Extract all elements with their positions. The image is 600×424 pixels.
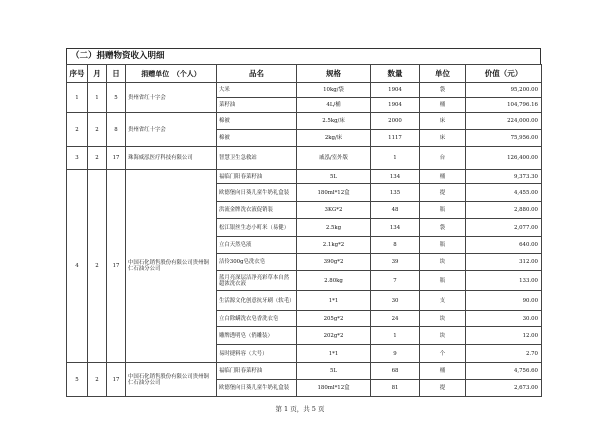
row-donor: 贵州省红十字会 [126, 83, 217, 113]
item-unit: 块 [420, 327, 466, 345]
row-number: 3 [67, 147, 88, 170]
row-number: 5 [67, 363, 88, 397]
row-number: 2 [67, 113, 88, 147]
item-spec: 10kg/袋 [297, 83, 371, 98]
row-month: 1 [88, 83, 107, 113]
col-header: 单位 [420, 65, 466, 83]
item-unit: 块 [420, 254, 466, 271]
page-footer: 第 1 页，共 5 页 [275, 405, 325, 413]
table-row [67, 113, 542, 130]
item-qty: 24 [371, 311, 420, 327]
item-unit: 瓶 [420, 237, 466, 254]
item-qty: 39 [371, 254, 420, 271]
item-value: 12.00 [466, 327, 542, 345]
item-qty: 68 [371, 363, 420, 380]
table-row [67, 83, 542, 98]
item-qty: 1117 [371, 130, 420, 147]
row-donor: 珠海威泓医疗科技有限公司 [126, 147, 217, 170]
col-header: 价值（元） [466, 65, 542, 83]
item-qty: 134 [371, 219, 420, 237]
item-qty: 81 [371, 380, 420, 397]
item-qty: 48 [371, 202, 420, 219]
item-spec: 205g*2 [297, 311, 371, 327]
row-donor: 中国石化销售股份有限公司贵州铜仁石油分公司 [126, 363, 217, 397]
row-month: 2 [88, 363, 107, 397]
item-qty: 2000 [371, 113, 420, 130]
item-value: 2.70 [466, 345, 542, 363]
item-spec: 3KG*2 [297, 202, 371, 219]
item-spec: 1*1 [297, 345, 371, 363]
row-number: 1 [67, 83, 88, 113]
item-qty: 1 [371, 327, 420, 345]
item-spec: 180ml*12盒 [297, 380, 371, 397]
item-name: 福临门阳春菜籽油 [217, 363, 297, 380]
col-header: 数量 [371, 65, 420, 83]
item-name: 松江银丝生态小町米（易健） [217, 219, 297, 237]
donation-sheet [66, 48, 541, 397]
item-qty: 1 [371, 147, 420, 170]
col-header: 捐赠单位 （个人） [126, 65, 217, 83]
item-value: 104,796.16 [466, 98, 542, 113]
item-spec: 2kg/床 [297, 130, 371, 147]
item-unit: 支 [420, 291, 466, 311]
item-name: 大米 [217, 83, 297, 98]
item-name: 智慧卫生急救站 [217, 147, 297, 170]
item-value: 224,000.00 [466, 113, 542, 130]
item-name: 生活源文化创意抗牙刷（软毛） [217, 291, 297, 311]
item-unit: 袋 [420, 219, 466, 237]
item-unit: 桶 [420, 98, 466, 113]
col-header: 月 [88, 65, 107, 83]
item-spec: 5L [297, 170, 371, 184]
row-day: 8 [107, 113, 126, 147]
item-value: 133.00 [466, 271, 542, 291]
item-unit: 床 [420, 130, 466, 147]
row-day: 17 [107, 363, 126, 397]
item-value: 2,673.00 [466, 380, 542, 397]
item-unit: 台 [420, 147, 466, 170]
col-header: 日 [107, 65, 126, 83]
row-number: 4 [67, 170, 88, 363]
item-qty: 1904 [371, 83, 420, 98]
item-value: 95,200.00 [466, 83, 542, 98]
item-name: 洁伶300g皂洗衣皂 [217, 254, 297, 271]
item-spec: 2.5kg/床 [297, 113, 371, 130]
item-value: 9,373.30 [466, 170, 542, 184]
col-header: 序号 [67, 65, 88, 83]
section-title: （二）捐赠物资收入明细 [66, 48, 541, 64]
item-qty: 7 [371, 271, 420, 291]
item-unit: 个 [420, 345, 466, 363]
col-header: 规格 [297, 65, 371, 83]
item-unit: 袋 [420, 83, 466, 98]
item-unit: 瓶 [420, 202, 466, 219]
item-name: 菜籽油 [217, 98, 297, 113]
col-header: 品名 [217, 65, 297, 83]
row-day: 5 [107, 83, 126, 113]
item-name: 立白天然皂液 [217, 237, 297, 254]
table-row [67, 170, 542, 184]
table-row [67, 363, 542, 380]
row-month: 2 [88, 147, 107, 170]
item-spec: 390g*2 [297, 254, 371, 271]
donation-table [66, 64, 542, 397]
item-value: 30.00 [466, 311, 542, 327]
item-value: 126,400.00 [466, 147, 542, 170]
item-value: 2,880.00 [466, 202, 542, 219]
item-unit: 桶 [420, 363, 466, 380]
item-spec: 2.80kg [297, 271, 371, 291]
table-row [67, 147, 542, 170]
item-qty: 135 [371, 184, 420, 202]
item-unit: 瓶 [420, 271, 466, 291]
item-spec: 5L [297, 363, 371, 380]
item-spec: 4L/桶 [297, 98, 371, 113]
item-name: 易时捷料容（大号） [217, 345, 297, 363]
item-qty: 8 [371, 237, 420, 254]
row-day: 17 [107, 170, 126, 363]
item-name: 蓝月亮深层洁净亮彩草本自然超浓洗衣液 [217, 271, 297, 291]
item-spec: 戚泓/室外版 [297, 147, 371, 170]
item-value: 2,077.00 [466, 219, 542, 237]
item-name: 棉被 [217, 130, 297, 147]
item-name: 立白除螨洗衣皂香洗衣皂 [217, 311, 297, 327]
item-name: 欧德堡向日葵儿童牛奶礼盒装 [217, 380, 297, 397]
item-value: 4,756.60 [466, 363, 542, 380]
header-row [67, 65, 542, 83]
item-unit: 块 [420, 311, 466, 327]
item-name: 欧德堡向日葵儿童牛奶礼盒装 [217, 184, 297, 202]
item-qty: 9 [371, 345, 420, 363]
item-unit: 桶 [420, 170, 466, 184]
item-value: 640.00 [466, 237, 542, 254]
item-value: 312.00 [466, 254, 542, 271]
row-donor: 贵州省红十字会 [126, 113, 217, 147]
row-month: 2 [88, 170, 107, 363]
item-value: 90.00 [466, 291, 542, 311]
item-qty: 134 [371, 170, 420, 184]
row-month: 2 [88, 113, 107, 147]
item-value: 4,455.00 [466, 184, 542, 202]
item-name: 雕牌透明皂（俏雕装） [217, 327, 297, 345]
row-day: 17 [107, 147, 126, 170]
item-unit: 提 [420, 380, 466, 397]
item-qty: 30 [371, 291, 420, 311]
item-qty: 1904 [371, 98, 420, 113]
item-spec: 2.1kg*2 [297, 237, 371, 254]
item-spec: 1*1 [297, 291, 371, 311]
item-name: 洪流金牌洗衣液促销装 [217, 202, 297, 219]
item-unit: 床 [420, 113, 466, 130]
item-name: 福临门阳春菜籽油 [217, 170, 297, 184]
item-spec: 180ml*12盒 [297, 184, 371, 202]
item-unit: 提 [420, 184, 466, 202]
item-spec: 202g*2 [297, 327, 371, 345]
row-donor: 中国石化销售股份有限公司贵州铜仁石油分公司 [126, 170, 217, 363]
item-value: 75,956.00 [466, 130, 542, 147]
item-name: 棉被 [217, 113, 297, 130]
item-spec: 2.5kg [297, 219, 371, 237]
